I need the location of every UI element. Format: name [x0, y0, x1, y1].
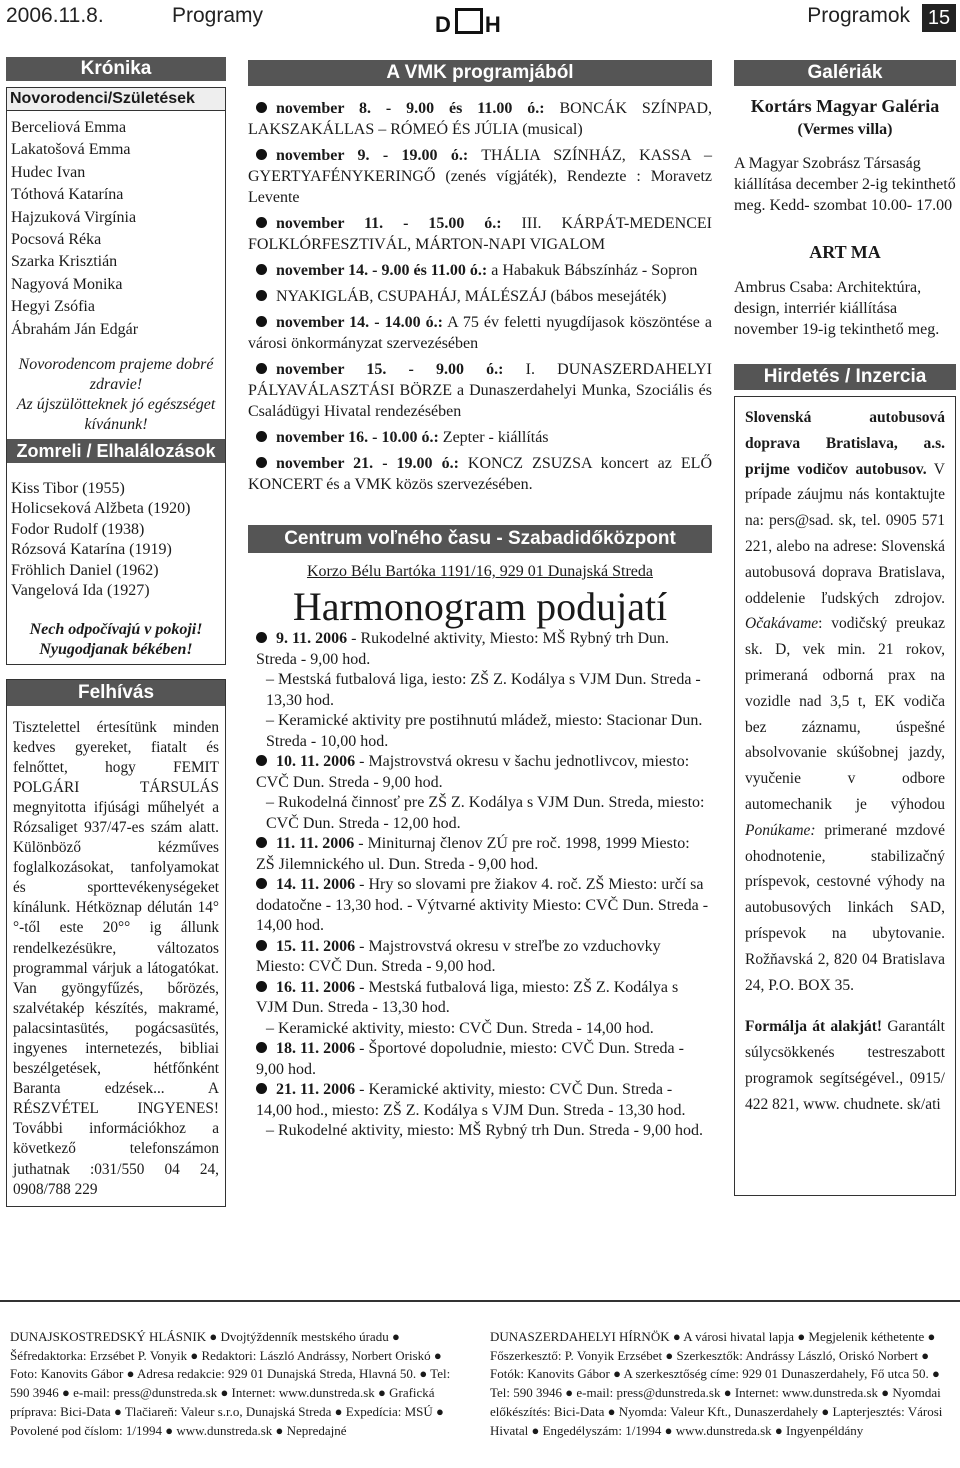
section-title-hu: Programok — [807, 4, 910, 27]
list-item: Fröhlich Daniel (1962) — [11, 561, 159, 579]
list-item: Lakatošová Emma — [11, 141, 131, 159]
centrum-address: Korzo Bélu Bartóka 1191/16, 929 01 Dunajská Streda — [306, 563, 653, 580]
list-item: – Rukodelné aktivity, miesto: MŠ Rybný trh Dun. Streda - 9,00 hod. — [266, 1122, 703, 1139]
births-list — [7, 111, 225, 347]
kronika-title: Krónika — [6, 57, 226, 81]
page-header — [0, 0, 960, 40]
bullet-icon — [256, 431, 267, 442]
bullet-icon — [256, 363, 267, 374]
bullet-icon — [256, 264, 267, 275]
list-item: Vangelová Ida (1927) — [11, 582, 150, 600]
list-item: november 15. - 9.00 ó.: I. DUNASZERDAHELYI PÁLYAVÁLASZTÁSI BÖRZE a Dunaszerdahelyi Munka, Szociális és Családügyi Hivatal rendezésében — [248, 361, 713, 420]
centrum-title: Centrum voľného času - Szabadidőközpont — [248, 525, 712, 553]
list-item: Fodor Rudolf (1938) — [11, 520, 145, 538]
bullet-icon — [256, 102, 267, 113]
kronika-box — [6, 87, 226, 665]
list-item: – Keramické aktivity pre postihnutú mládež, miesto: Stacionar Dun. Streda - 10,00 hod. — [266, 712, 703, 750]
felhivas-title: Felhívás — [7, 680, 225, 706]
list-item: Berceliová Emma — [11, 119, 127, 136]
list-item: Hegyi Zsófia — [11, 298, 95, 316]
vmk-column — [248, 60, 712, 1142]
list-item: november 11. - 15.00 ó.: III. KÁRPÁT-MEDENCEI FOLKLÓRFESZTIVÁL, MÁRTON-NAPI VIGALOM — [248, 215, 712, 253]
list-item: Kiss Tibor (1955) — [11, 480, 125, 498]
kronika-column — [6, 57, 226, 1207]
section-title-sk: Programy — [172, 4, 264, 27]
list-item: Hajzuková Virgínia — [11, 208, 137, 226]
list-item: 16. 11. 2006 - Mestská futbalová liga, miesto: ZŠ Z. Kodálya s VJM Dun. Streda - 13,30 hod. — [256, 978, 679, 1016]
bullet-icon — [256, 1042, 267, 1053]
list-item: november 8. - 9.00 és 11.00 ó.: BONCÁK SZÍNPAD, LAKSZAKÁLLAS – RÓMEÓ ÉS JÚLIA (musical) — [248, 100, 712, 138]
bullet-icon — [256, 316, 267, 327]
list-item: 14. 11. 2006 - Hry so slovami pre žiakov 4. roč. ZŠ Miesto: určí sa dodatočne - 13,30 hod. - Výtvarné aktivity Miesto: CVČ Dun. Streda - 14,00 hod. — [256, 876, 709, 934]
vmk-event-list — [248, 98, 712, 495]
bullet-icon — [256, 837, 267, 848]
harmonogram-list — [248, 629, 712, 1142]
list-item: Szarka Krisztián — [11, 253, 118, 271]
galeriak-title: Galériák — [734, 60, 956, 86]
bullet-icon — [256, 981, 267, 992]
right-column — [734, 60, 956, 1196]
bullet-icon — [256, 290, 267, 301]
deaths-wish — [7, 608, 225, 664]
gallery-name: Kortárs Magyar Galéria — [750, 96, 940, 116]
advert-heading-2: Formálja át alakját! — [745, 1018, 883, 1036]
list-item: 18. 11. 2006 - Športové dopoludnie, miesto: CVČ Dun. Streda - 9,00 hod. — [256, 1040, 684, 1078]
list-item: NYAKIGLÁB, CSUPAHÁJ, MÁLÉSZÁJ (bábos mesejáték) — [248, 286, 712, 307]
list-item: Pocsová Réka — [11, 231, 102, 249]
list-item: november 14. - 14.00 ó.: A 75 év feletti nyugdíjasok köszöntése a városi önkormányzat szervezésében — [248, 314, 712, 352]
footer-imprint-sk: DUNAJSKOSTREDSKÝ HLÁSNIK ● Dvojtýždenník mestského úradu ● Šéfredaktorka: Erzsébet P. Vonyik ● Redaktori: László Andrássy, Norbert Oriskó ● Foto: Kanovits Gábor ● Adresa redakcie: 929 01 Dunajská Streda, Hlavná 50. ● Tel: 590 3946 ● e-mail: press@dunstreda.sk ● Internet: www.dunstreda.sk ● Grafická príprava: Bici-Data ● Tlačiareň: Valeur s.r.o, Dunajská Streda ● Expedícia: MSÚ ● Povolené pod číslom: 1/1994 ● www.dunstreda.sk ● Nepredajné — [10, 1329, 451, 1438]
footer-imprint-hu: DUNASZERDAHELYI HÍRNÖK ● A városi hivatal lapja ● Megjelenik kéthetente ● Főszerkesztő: P. Vonyik Erzsébet ● Szerkesztők: Andrássy László, Oriskó Norbert ● Fotók: Kanovits Gábor ● A szerkesztőség címe: 929 01 Dunaszerdahely, Fő utca 50. ● Tel: 590 3946 ● e-mail: press@dunstreda.sk ● Internet: www.dunstreda.sk ● Nyomdai előkészítés: Bici-Data ● Nyomda: Valeur Kft., Dunaszerdahely ● Lapterjesztés: Városi Hivatal ● Engedélyszám: 1/1994 ● www.dunstreda.sk ● Ingyenpéldány — [490, 1329, 943, 1438]
list-item: november 16. - 10.00 ó.: Zepter - kiállítás — [248, 427, 712, 448]
list-item: Holicseková Alžbeta (1920) — [11, 500, 191, 518]
advert-heading: Slovenská autobusová doprava Bratislava, a.s. prijme vodičov autobusov. — [745, 409, 945, 478]
list-item: Nagyová Monika — [11, 275, 123, 293]
newspaper-logo: D H — [435, 8, 521, 40]
bullet-icon — [256, 149, 267, 160]
issue-date: 2006.11.8. — [6, 4, 104, 27]
felhivas-text: Tisztelettel értesítünk minden kedves gyereket, fiatalt és felnőttet, hogy FEMIT POLGÁRI TÁRSULÁS megnyitotta ifjúsági műhelyét a Rózsaliget 937/47-es szám alatt. Különböző kézműves foglalkozásokat, tanfolyamokat és sporttevékenységeket kínálunk. Hétköznap délután 14°°-től este 20°° ig állunk rendelkezésükre, változatos programmal várjuk a látogatókat. Van gyöngyfűzés, bőrözés, szalvétakép készítés, makramé, palacsintasütés, pogácsasütés, ingyenes internetezés, bibliai beszélgetések, hétfőnként Baranta edzések... A RÉSZVÉTEL INGYENES! További információkhoz a következő telefonszámon juthatnak :031/550 04 24, 0908/788 229 — [13, 718, 219, 1198]
art-ma-title: ART MA — [809, 242, 881, 262]
deaths-wish-sk: Nech odpočívajú v pokoji! — [29, 620, 203, 638]
job-advert: Slovenská autobusová doprava Bratislava, a.s. prijme vodičov autobusov. V prípade záujmu nás kontaktujte na: pers@sad. sk, tel. 0905 571 221, alebo na adrese: Slovenská autobusová doprava Bratislava, oddelenie ľudských zdrojov. Očakávame: vodičský preukaz sk. D, vek min. 21 rokov, primeraná odborná prax na vozidle nad 3,5 t, EK vodiča bez záznamu, úspešné absolvovanie skúšobnej jazdy, vyučenie v odbore automechanik je výhodou Ponúkame: primerané mzdové ohodnotenie, stabilizačný príspevok, cestovné výhody na autobusových linkách SAD, príspevok na ubytovanie. Rožňavská 2, 820 04 Bratislava 24, P.O. BOX 35. Formálja át alakját! Garantált súlycsökkenés testreszabott programok segítségével., 0915/ 422 821, www. chudnete. sk/ati — [734, 396, 956, 1196]
list-item: – Keramické aktivity, miesto: CVČ Dun. Streda - 14,00 hod. — [266, 1019, 654, 1037]
births-wish-hu: Az újszülötteknek jó egészséget kívánunk! — [16, 396, 216, 434]
list-item: 9. 11. 2006 - Rukodelné aktivity, Miesto: MŠ Rybný trh Dun. Streda - 9,00 hod. — [256, 630, 669, 668]
list-item: Ábrahám Ján Edgár — [11, 320, 139, 338]
bullet-icon — [256, 1083, 267, 1094]
felhivas-box — [6, 679, 226, 1207]
bullet-icon — [256, 878, 267, 889]
bullet-icon — [256, 217, 267, 228]
deaths-title: Zomreli / Elhalálozások — [7, 439, 225, 463]
vmk-title: A VMK programjából — [248, 60, 712, 86]
harmonogram-title: Harmonogram podujatí — [292, 584, 668, 629]
list-item: november 9. - 19.00 ó.: THÁLIA SZÍNHÁZ, KASSA – GYERTYAFÉNYKERINGŐ (zenés vígjáték), Rendezte : Moravetz Levente — [248, 147, 712, 206]
list-item: 11. 11. 2006 - Miniturnaj členov ZÚ pre roč. 1998, 1999 Miesto: ZŠ Jilemnického ul. Dun. Streda - 9,00 hod. — [256, 835, 690, 873]
deaths-wish-hu: Nyugodjanak békében! — [39, 640, 193, 658]
page-footer — [0, 1300, 960, 1468]
list-item: 15. 11. 2006 - Majstrovstvá okresu v streľbe zo vzduchovky Miesto: CVČ Dun. Streda - 9,00 hod. — [256, 937, 661, 975]
list-item: november 14. - 9.00 és 11.00 ó.: a Habakuk Bábszínház - Sopron — [248, 260, 712, 281]
births-wish-sk: Novorodencom prajeme dobré zdravie! — [18, 356, 214, 394]
deaths-list — [7, 463, 225, 607]
list-item: 10. 11. 2006 - Majstrovstvá okresu v šachu jednotlivcov, miesto: CVČ Dun. Streda - 9,00 hod. — [256, 753, 690, 791]
gallery-subtitle: (Vermes villa) — [797, 121, 893, 138]
list-item: 21. 11. 2006 - Keramické aktivity, miesto: CVČ Dun. Streda - 14,00 hod., miesto: ZŠ Z. Kodálya s VJM Dun. Streda - 13,30 hod. — [256, 1081, 686, 1119]
art-ma-text: Ambrus Csaba: Architektúra, design, interriér kiállítása november 19-ig tekinthető meg. — [734, 279, 940, 338]
list-item: Rózsová Katarína (1919) — [11, 541, 172, 559]
births-wish — [7, 347, 225, 439]
list-item: Tóthová Katarína — [11, 186, 124, 204]
page-number: 15 — [922, 4, 956, 32]
list-item: – Rukodelná činnosť pre ZŠ Z. Kodálya s VJM Dun. Streda, miesto: CVČ Dun. Streda - 12,00 hod. — [266, 794, 705, 832]
births-title: Novorodenci/Születések — [7, 88, 225, 111]
list-item: november 21. - 19.00 ó.: KONCZ ZSUZSA koncert az ELŐ KONCERT és a VMK közös szervezésében. — [248, 455, 712, 493]
list-item: Hudec Ivan — [11, 163, 86, 181]
gallery-text: A Magyar Szobrász Társaság kiállítása december 2-ig tekinthető meg. Kedd- szombat 10.00- 17.00 — [734, 155, 956, 214]
bullet-icon — [256, 632, 267, 643]
list-item: – Mestská futbalová liga, iesto: ZŠ Z. Kodálya s VJM Dun. Streda - 13,30 hod. — [266, 671, 701, 709]
bullet-icon — [256, 755, 267, 766]
bullet-icon — [256, 940, 267, 951]
hirdetes-title: Hirdetés / Inzercia — [734, 364, 956, 390]
bullet-icon — [256, 457, 267, 468]
